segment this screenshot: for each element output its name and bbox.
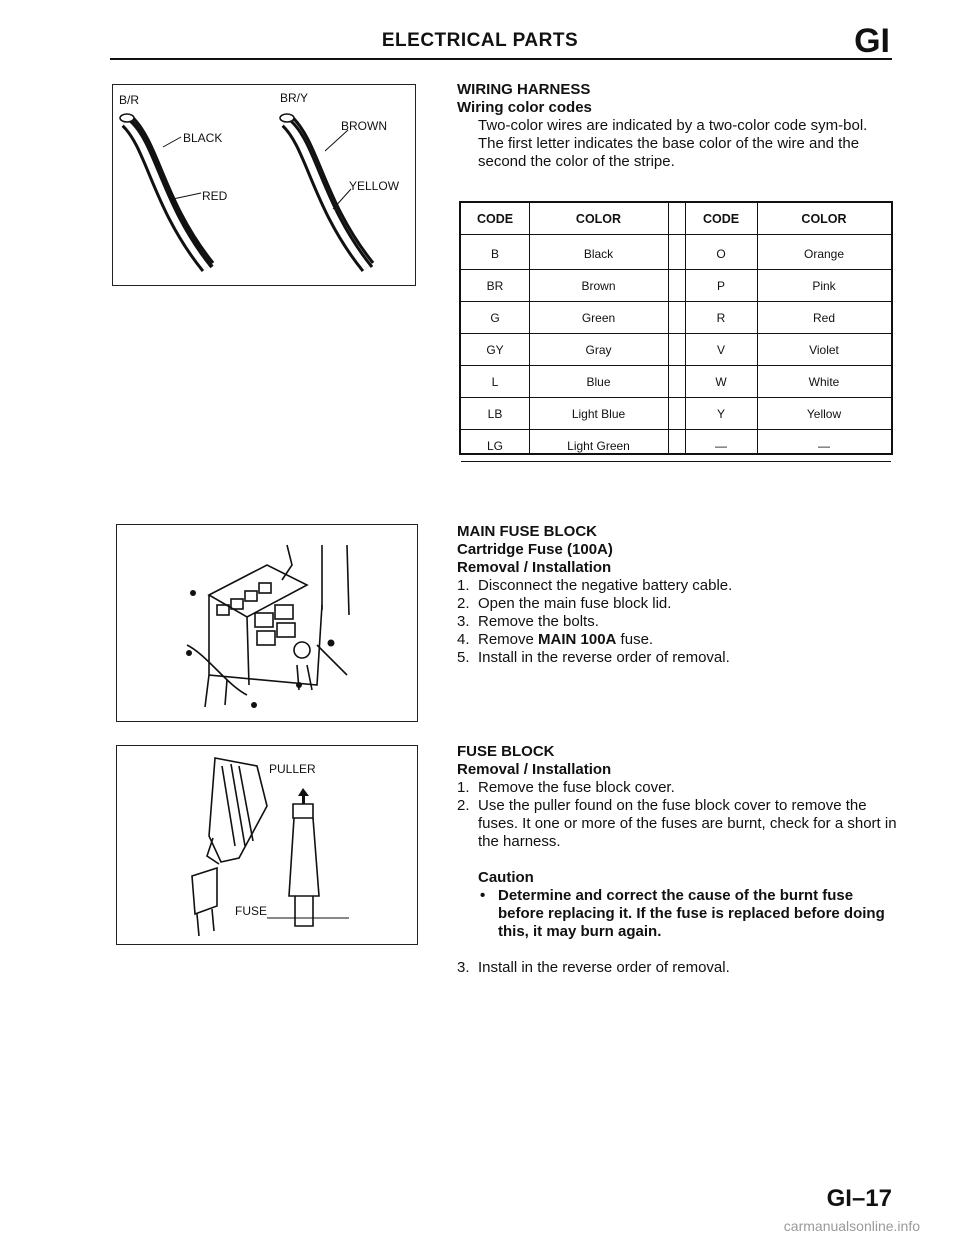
caution-title: Caution: [478, 869, 534, 886]
table-row: [461, 430, 891, 462]
table-cell: Pink: [812, 278, 836, 293]
label-red: RED: [202, 189, 228, 203]
table-column-rule: [529, 203, 530, 453]
wire-drawing-icon: [113, 85, 415, 285]
table-cell: Y: [716, 406, 725, 421]
table-row: [461, 270, 891, 302]
list-item: 3. Remove the bolts.: [457, 613, 599, 630]
list-item: 2. Use the puller found on the fuse block cover to remove the fuses. It one or more of the fuses are burnt, check for a short in the harness.: [457, 797, 897, 850]
caution-text: • Determine and correct the cause of the burnt fuse before replacing it. If the fuse is replaced before doing this, it may burn again.: [478, 887, 897, 941]
table-cell: Green: [581, 310, 616, 325]
table-cell: P: [716, 278, 725, 293]
list-item: 3. Install in the reverse order of removal.: [457, 959, 730, 976]
table-column-rule: [757, 203, 758, 453]
section-code: GI: [854, 22, 890, 60]
fuse-block-section: [457, 743, 897, 977]
table-row: [461, 398, 891, 430]
table-cell: —: [715, 438, 727, 453]
table-cell: Orange: [803, 246, 845, 261]
table-cell: Light Blue: [571, 406, 626, 421]
table-header-row: [461, 203, 891, 235]
fuse-block-step-3: [457, 959, 897, 977]
table-cell: G: [490, 310, 500, 325]
table-row: [461, 302, 891, 334]
label-yellow: YELLOW: [349, 179, 400, 193]
table-row: [461, 366, 891, 398]
table-cell: Red: [812, 310, 835, 325]
wiring-harness-title: WIRING HARNESS: [457, 81, 591, 98]
main-fuse-subtitle: Cartridge Fuse (100A): [457, 541, 613, 558]
fuse-block-subtitle: Removal / Installation: [457, 761, 612, 778]
caution-block: [457, 869, 897, 941]
list-item: 5. Install in the reverse order of removal.: [457, 649, 730, 666]
label-puller: PULLER: [269, 762, 316, 776]
main-fuse-subtitle2: Removal / Installation: [457, 559, 612, 576]
table-cell: White: [808, 374, 840, 389]
fuse-block-steps: [457, 779, 897, 851]
table-cell: LB: [487, 406, 503, 421]
page-number: GI–17: [826, 1185, 892, 1212]
main-fuse-block-figure: [116, 524, 418, 722]
table-cell: Light Green: [567, 438, 630, 453]
table-cell: LG: [486, 438, 503, 453]
wiring-para-1: Two-color wires are indicated by a two-color code sym-bol.: [478, 117, 868, 134]
wire-color-figure: [112, 84, 416, 286]
table-cell: GY: [486, 342, 504, 357]
table-header-cell: CODE: [476, 211, 514, 226]
color-code-table: [459, 201, 893, 455]
header-rule: [110, 58, 892, 60]
fuse-block-drawing-icon: [117, 525, 417, 721]
table-row: [461, 238, 891, 270]
table-cell: BR: [486, 278, 504, 293]
table-cell: Yellow: [806, 406, 842, 421]
main-fuse-title: MAIN FUSE BLOCK: [457, 523, 597, 540]
list-item: 2. Open the main fuse block lid.: [457, 595, 672, 612]
table-cell: B: [490, 246, 499, 261]
list-item: 4. Remove MAIN 100A fuse.: [457, 631, 654, 648]
wiring-color-codes-subtitle: Wiring color codes: [457, 99, 592, 116]
table-cell: Brown: [581, 278, 616, 293]
wiring-harness-section: [457, 81, 897, 171]
table-cell: L: [491, 374, 499, 389]
table-header-cell: COLOR: [575, 211, 622, 226]
table-cell: O: [716, 246, 726, 261]
fuse-block-title: FUSE BLOCK: [457, 743, 555, 760]
label-br: B/R: [119, 93, 140, 107]
table-column-rule: [668, 203, 669, 453]
table-cell: Violet: [809, 342, 839, 357]
table-cell: R: [716, 310, 726, 325]
list-item: 1. Disconnect the negative battery cable.: [457, 577, 733, 594]
table-header-cell: CODE: [702, 211, 740, 226]
table-cell: W: [715, 374, 727, 389]
page-title: ELECTRICAL PARTS: [381, 30, 579, 51]
table-cell: Blue: [586, 374, 611, 389]
list-item: 1. Remove the fuse block cover.: [457, 779, 675, 796]
table-cell: —: [818, 438, 830, 453]
table-row: [461, 334, 891, 366]
table-cell: V: [716, 342, 725, 357]
table-cell: Black: [583, 246, 614, 261]
label-brown: BROWN: [341, 119, 387, 133]
main-fuse-section: [457, 523, 897, 667]
label-fuse: FUSE: [235, 904, 268, 918]
watermark: carmanualsonline.info: [783, 1218, 920, 1234]
label-bry: BR/Y: [280, 91, 309, 105]
table-cell: Gray: [585, 342, 612, 357]
table-header-cell: COLOR: [801, 211, 847, 226]
fuse-puller-figure: [116, 745, 418, 945]
label-black: BLACK: [183, 131, 223, 145]
puller-drawing-icon: [117, 746, 417, 944]
wiring-para-2: The first letter indicates the base color of the wire and the second the color of the stripe.: [478, 135, 860, 170]
table-column-rule: [685, 203, 686, 453]
main-fuse-steps: [457, 577, 897, 667]
